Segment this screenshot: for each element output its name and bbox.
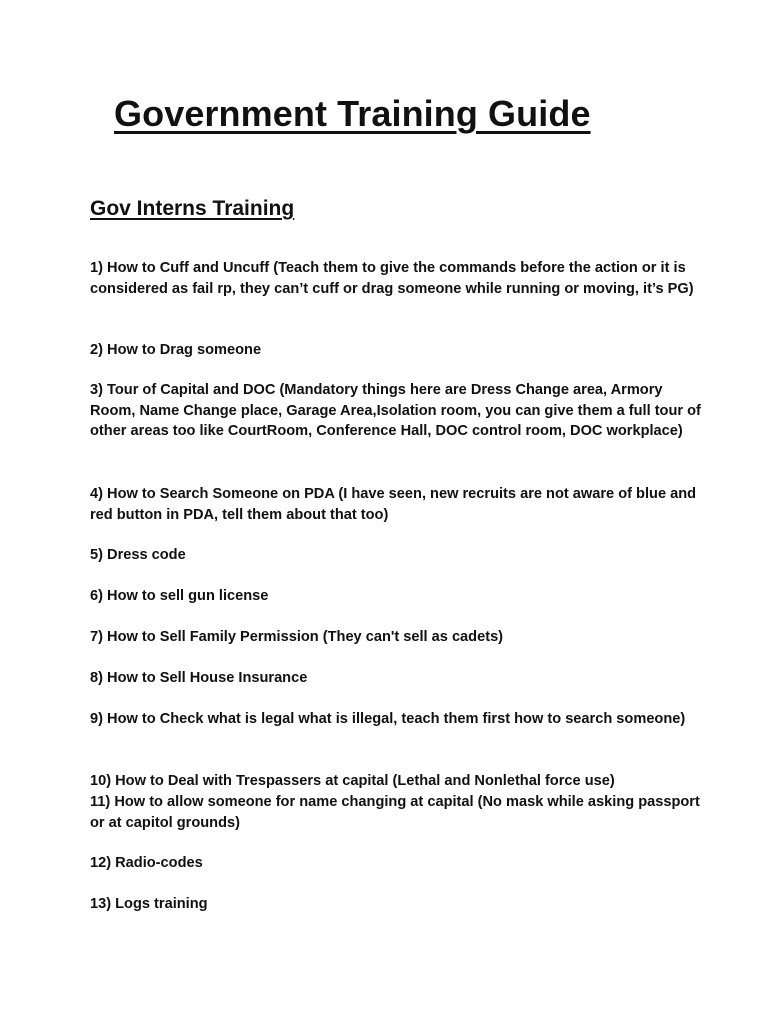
training-item: 5) Dress code (90, 547, 186, 563)
training-item: 11) How to allow someone for name changing at capital (No mask while asking passport or at capitol grounds) (90, 794, 700, 831)
training-item: 6) How to sell gun license (90, 588, 269, 604)
document-title: Government Training Guide (114, 93, 591, 134)
training-item: 10) How to Deal with Trespassers at capital (Lethal and Nonlethal force use) (90, 773, 615, 789)
training-item: 9) How to Check what is legal what is illegal, teach them first how to search someone) (90, 711, 686, 727)
training-item: 2) How to Drag someone (90, 342, 262, 358)
section-heading-gov-interns-training: Gov Interns Training (90, 197, 295, 220)
training-item: 1) How to Cuff and Uncuff (Teach them to give the commands before the action or it is considered as fail rp, they can’t cuff or drag someone while running or moving, it’s PG) (90, 260, 694, 297)
training-item: 4) How to Search Someone on PDA (I have seen, new recruits are not aware of blue and red button in PDA, tell them about that too) (90, 486, 697, 523)
training-item: 12) Radio-codes (90, 855, 203, 871)
training-item: 13) Logs training (90, 896, 208, 912)
training-item: 3) Tour of Capital and DOC (Mandatory things here are Dress Change area, Armory Room, Name Change place, Garage Area,Isolation room, you can give them a full tour of other areas too like CourtRoom, Conference Hall, DOC control room, DOC workplace) (90, 382, 701, 440)
training-item: 7) How to Sell Family Permission (They can't sell as cadets) (90, 629, 504, 645)
training-item: 8) How to Sell House Insurance (90, 670, 308, 686)
